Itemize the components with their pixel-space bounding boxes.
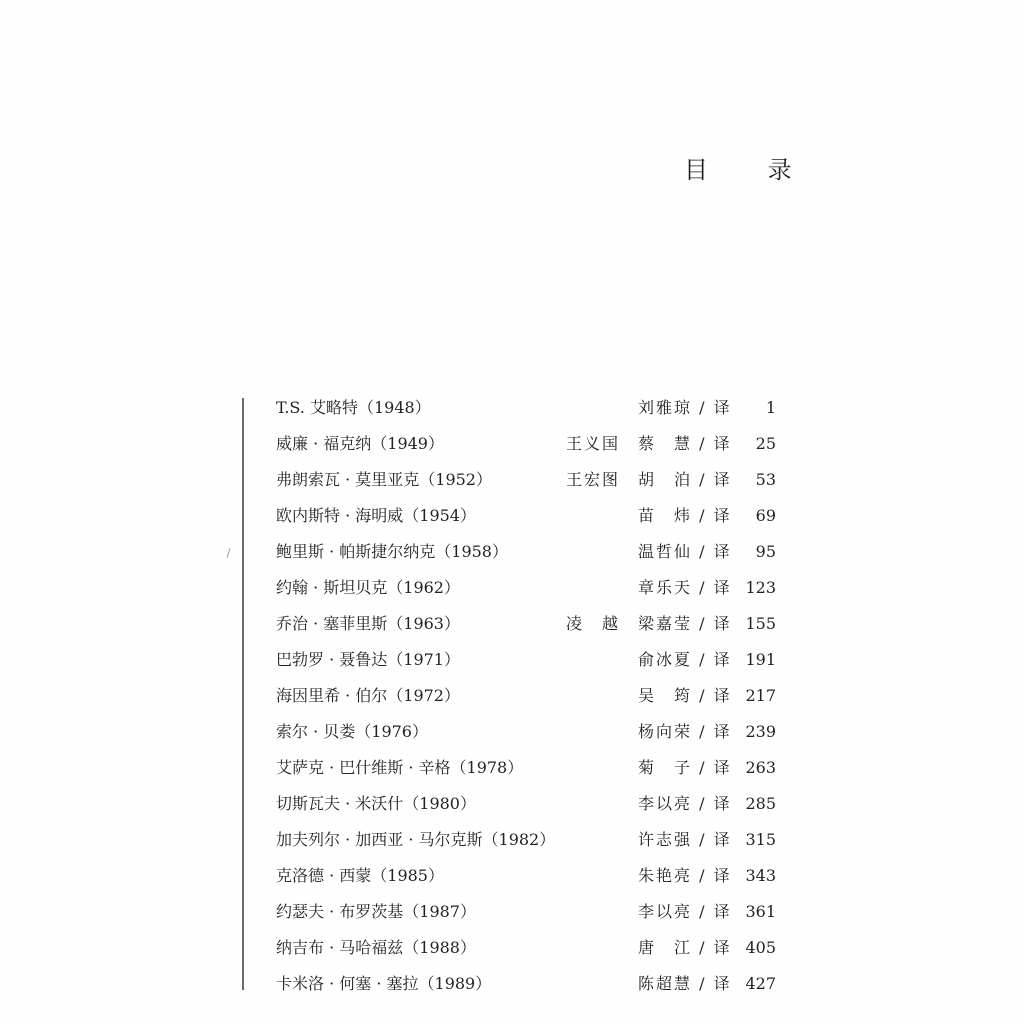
page-number: 1	[765, 398, 776, 417]
toc-row	[276, 966, 776, 1002]
translator: 吴 筠 / 译	[638, 686, 732, 705]
toc-row	[276, 570, 776, 606]
entry-title: 巴勃罗 · 聂鲁达（1971）	[276, 650, 460, 669]
co-author: 王宏图	[566, 470, 621, 489]
table-of-contents	[276, 390, 776, 1002]
translator: 朱艳亮 / 译	[638, 866, 732, 885]
translator: 温哲仙 / 译	[638, 542, 732, 561]
toc-row	[276, 678, 776, 714]
toc-row	[276, 642, 776, 678]
translator: 苗 炜 / 译	[638, 506, 732, 525]
scan-mark	[226, 548, 230, 558]
page-number: 263	[745, 758, 776, 777]
translator: 陈超慧 / 译	[638, 974, 732, 993]
page-number: 361	[745, 902, 776, 921]
toc-row	[276, 426, 776, 462]
page-number: 69	[755, 506, 776, 525]
translator: 李以亮 / 译	[638, 794, 732, 813]
co-author: 凌 越	[566, 614, 621, 633]
margin-rule	[242, 398, 244, 990]
toc-row	[276, 606, 776, 642]
page-number: 53	[755, 470, 776, 489]
toc-row	[276, 714, 776, 750]
entry-title: 鲍里斯 · 帕斯捷尔纳克（1958）	[276, 542, 508, 561]
page-number: 25	[755, 434, 776, 453]
entry-title: 欧内斯特 · 海明威（1954）	[276, 506, 476, 525]
translator: 唐 江 / 译	[638, 938, 732, 957]
toc-row	[276, 786, 776, 822]
entry-title: 乔治 · 塞菲里斯（1963）	[276, 614, 460, 633]
translator: 蔡 慧 / 译	[638, 434, 732, 453]
page-number: 95	[755, 542, 776, 561]
entry-title: T.S. 艾略特（1948）	[276, 398, 431, 417]
entry-title: 约瑟夫 · 布罗茨基（1987）	[276, 902, 476, 921]
toc-row	[276, 894, 776, 930]
toc-row	[276, 822, 776, 858]
page-number: 315	[745, 830, 776, 849]
toc-row	[276, 930, 776, 966]
entry-title: 威廉 · 福克纳（1949）	[276, 434, 444, 453]
toc-row	[276, 534, 776, 570]
toc-row	[276, 390, 776, 426]
page-number: 427	[745, 974, 776, 993]
toc-row	[276, 750, 776, 786]
page-title: 目 录	[684, 156, 818, 184]
toc-row	[276, 498, 776, 534]
translator: 李以亮 / 译	[638, 902, 732, 921]
page-number: 285	[745, 794, 776, 813]
entry-title: 克洛德 · 西蒙（1985）	[276, 866, 444, 885]
entry-title: 切斯瓦夫 · 米沃什（1980）	[276, 794, 476, 813]
translator: 杨向荣 / 译	[638, 722, 732, 741]
translator: 俞冰夏 / 译	[638, 650, 732, 669]
toc-row	[276, 858, 776, 894]
page-number: 155	[745, 614, 776, 633]
page-number: 123	[745, 578, 776, 597]
translator: 许志强 / 译	[638, 830, 732, 849]
co-author: 王义国	[566, 434, 621, 453]
translator: 梁嘉莹 / 译	[638, 614, 732, 633]
toc-row	[276, 462, 776, 498]
page-number: 343	[745, 866, 776, 885]
entry-title: 索尔 · 贝娄（1976）	[276, 722, 428, 741]
entry-title: 艾萨克 · 巴什维斯 · 辛格（1978）	[276, 758, 524, 777]
entry-title: 加夫列尔 · 加西亚 · 马尔克斯（1982）	[276, 830, 556, 849]
page-number: 405	[745, 938, 776, 957]
entry-title: 卡米洛 · 何塞 · 塞拉（1989）	[276, 974, 492, 993]
translator: 菊 子 / 译	[638, 758, 732, 777]
page-number: 217	[745, 686, 776, 705]
entry-title: 约翰 · 斯坦贝克（1962）	[276, 578, 460, 597]
page-number: 239	[745, 722, 776, 741]
translator: 章乐天 / 译	[638, 578, 732, 597]
translator: 胡 泊 / 译	[638, 470, 732, 489]
entry-title: 纳吉布 · 马哈福兹（1988）	[276, 938, 476, 957]
entry-title: 海因里希 · 伯尔（1972）	[276, 686, 460, 705]
page-number: 191	[745, 650, 776, 669]
translator: 刘雅琼 / 译	[638, 398, 732, 417]
entry-title: 弗朗索瓦 · 莫里亚克（1952）	[276, 470, 492, 489]
